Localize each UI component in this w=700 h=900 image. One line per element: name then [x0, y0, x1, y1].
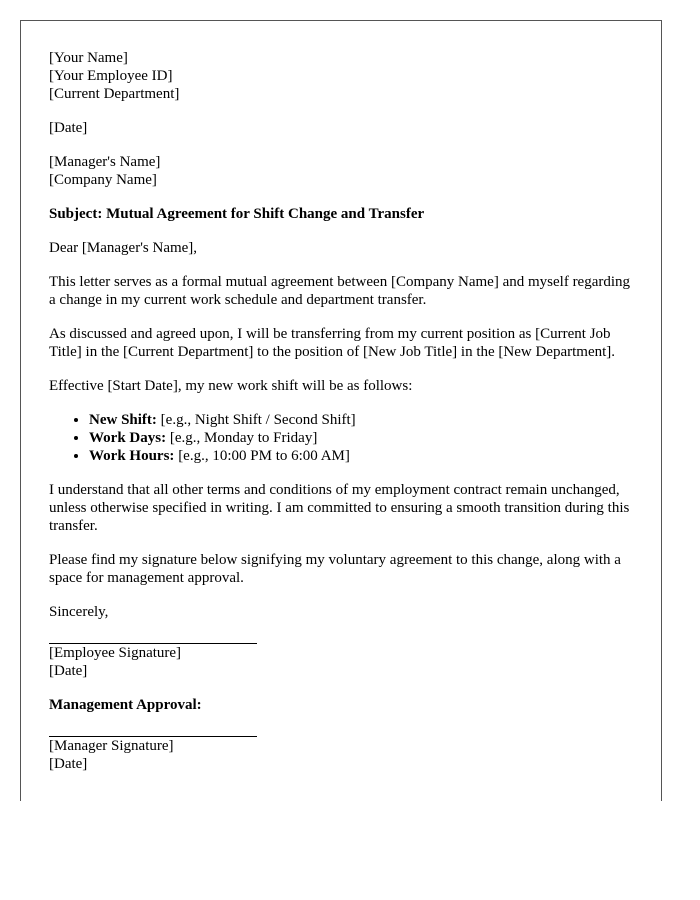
- current-department: [Current Department]: [49, 86, 180, 102]
- subject-line: [49, 205, 639, 223]
- manager-name: [Manager's Name]: [49, 154, 161, 170]
- transfer-paragraph: As discussed and agreed upon, I will be transferring from my current position as [Current Job Title] in the [Current Department] to the position of [New Job Title] in the [New Department].: [49, 326, 616, 360]
- shift-details-list: [49, 411, 639, 465]
- employee-id: [Your Employee ID]: [49, 68, 173, 84]
- letter-date: [Date]: [49, 120, 88, 136]
- list-item: [89, 447, 639, 465]
- company-name: [Company Name]: [49, 172, 157, 188]
- recipient-block: [49, 153, 639, 189]
- list-item: [89, 411, 639, 429]
- manager-signature-date: [Date]: [49, 756, 88, 772]
- salutation: Dear [Manager's Name],: [49, 240, 198, 256]
- manager-signature-label: [Manager Signature]: [49, 738, 174, 754]
- shift-value: [e.g., Night Shift / Second Shift]: [156, 412, 356, 428]
- management-approval-text: Management Approval:: [49, 697, 202, 713]
- management-approval-heading: [49, 696, 639, 714]
- list-item: [89, 429, 639, 447]
- sender-block: [49, 49, 639, 103]
- closing: Sincerely,: [49, 604, 109, 620]
- work-hours-value: [e.g., 10:00 PM to 6:00 AM]: [174, 448, 350, 464]
- work-hours-label: Work Hours:: [89, 448, 175, 464]
- your-name: [Your Name]: [49, 50, 128, 66]
- subject-text: Subject: Mutual Agreement for Shift Change and Transfer: [49, 206, 425, 222]
- work-days-label: Work Days:: [89, 430, 167, 446]
- letter-page: [20, 20, 662, 801]
- signature-note-paragraph: Please find my signature below signifying my voluntary agreement to this change, along with a space for management approval.: [49, 552, 621, 586]
- intro-paragraph: This letter serves as a formal mutual agreement between [Company Name] and myself regarding a change in my current work schedule and department transfer.: [49, 274, 631, 308]
- work-days-value: [e.g., Monday to Friday]: [166, 430, 318, 446]
- employee-signature-date: [Date]: [49, 663, 88, 679]
- effective-paragraph: Effective [Start Date], my new work shift will be as follows:: [49, 378, 413, 394]
- terms-paragraph: I understand that all other terms and conditions of my employment contract remain unchanged, unless otherwise specified in writing. I am committed to ensuring a smooth transition during this transfer.: [49, 482, 630, 534]
- letter-body: [49, 49, 639, 773]
- employee-signature-label: [Employee Signature]: [49, 645, 182, 661]
- shift-label: New Shift:: [89, 412, 157, 428]
